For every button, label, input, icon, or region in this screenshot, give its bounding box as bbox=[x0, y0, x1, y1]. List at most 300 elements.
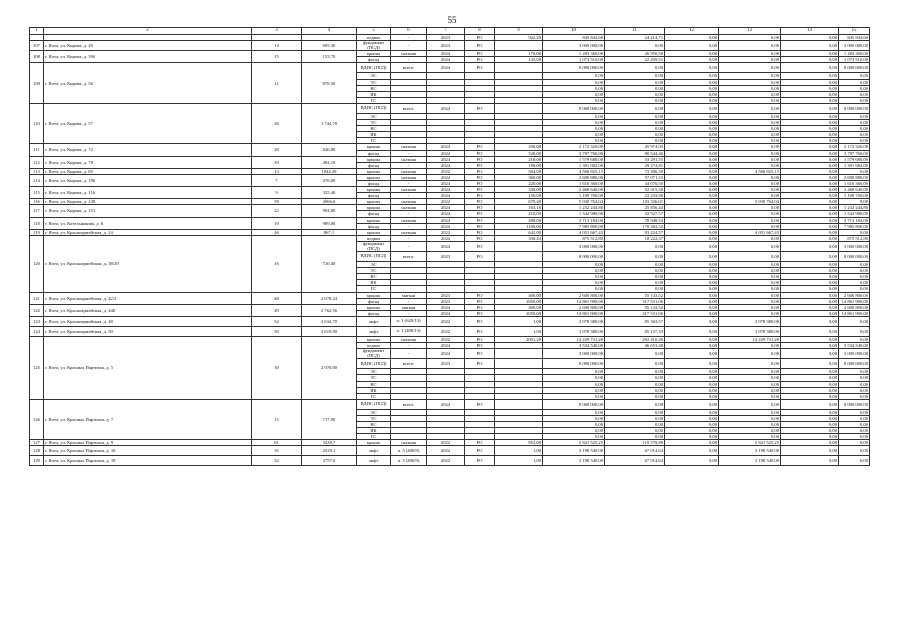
cell-value: 0,00 bbox=[543, 381, 605, 387]
cell-value: 2 690 880,00 bbox=[839, 174, 870, 180]
cell-value: 0,00 bbox=[839, 415, 870, 421]
cell-value: РО bbox=[465, 310, 495, 316]
row-number: 127 bbox=[30, 440, 44, 446]
cell-value: 3 000 000,00 bbox=[839, 241, 870, 251]
cell-value: РО bbox=[465, 298, 495, 304]
cell-value: 0,00 bbox=[665, 126, 719, 132]
table-row bbox=[30, 446, 870, 456]
cell-value: 0,00 bbox=[665, 211, 719, 217]
work-type: крыша bbox=[357, 187, 391, 193]
cell-value: РО bbox=[465, 359, 495, 369]
cell-value: 2024 bbox=[427, 174, 465, 180]
column-number-row bbox=[30, 28, 870, 35]
cell-value: 67 014,64 bbox=[605, 456, 665, 466]
work-type: фасад bbox=[357, 180, 391, 186]
work-subtype: п. 3 (400/9) bbox=[391, 456, 427, 466]
cell-value: 0,00 bbox=[781, 138, 839, 144]
cell-value: 0,00 bbox=[665, 174, 719, 180]
work-subtype: скатная bbox=[391, 187, 427, 193]
cell-value: 0,00 bbox=[665, 156, 719, 162]
cell-value: 0,00 bbox=[665, 162, 719, 168]
row-number: 124 bbox=[30, 326, 44, 336]
cell-value: 2024 bbox=[427, 162, 465, 168]
work-type: ВС bbox=[357, 126, 391, 132]
building-area: 2 678,24 bbox=[302, 292, 357, 304]
cell-value: 0,00 bbox=[665, 274, 719, 280]
building-area: 2 762,56 bbox=[302, 304, 357, 316]
cell-value: 3 568 825,15 bbox=[543, 168, 605, 174]
cell-value: 0,00 bbox=[719, 375, 781, 381]
building-area: 2 634,70 bbox=[302, 316, 357, 326]
cell-value: 0,00 bbox=[719, 113, 781, 119]
cell-value: 0,00 bbox=[605, 349, 665, 359]
cell-value: 2024 bbox=[427, 144, 465, 150]
cell-value: 0,00 bbox=[781, 336, 839, 342]
cell-value: 0,00 bbox=[665, 298, 719, 304]
work-type: ВК bbox=[357, 280, 391, 286]
apartment-count: 9 bbox=[252, 187, 302, 199]
cell-value: 0,00 bbox=[719, 415, 781, 421]
column-number: 10 bbox=[543, 28, 605, 35]
cell-value: 0,00 bbox=[719, 57, 781, 63]
work-subtype: - bbox=[391, 223, 427, 229]
cell-value: 150,00 bbox=[495, 193, 543, 199]
cell-value: 0,00 bbox=[719, 280, 781, 286]
cell-value: 0,00 bbox=[839, 440, 870, 446]
cell-value: 0,00 bbox=[781, 298, 839, 304]
work-subtype: - bbox=[391, 57, 427, 63]
building-address: г. Ялта, ул. Кирова, д. 151 bbox=[44, 205, 252, 217]
work-type: крыша bbox=[357, 229, 391, 235]
work-type: крыша bbox=[357, 199, 391, 205]
cell-value: 1 542 980,00 bbox=[839, 211, 870, 217]
building-address: г. Ялта, ул. Красных Партизан, д. 7 bbox=[44, 399, 252, 439]
cell-value: 0,00 bbox=[839, 268, 870, 274]
cell-value: 2 468 640,00 bbox=[543, 187, 605, 193]
apartment-count: 16 bbox=[252, 235, 302, 292]
cell-value: 0,00 bbox=[605, 73, 665, 79]
cell-value: 504,00 bbox=[495, 168, 543, 174]
work-type: ВС bbox=[357, 421, 391, 427]
row-number: 116 bbox=[30, 199, 44, 205]
cell-value: 2 172 320,00 bbox=[543, 144, 605, 150]
cell-value bbox=[495, 63, 543, 73]
work-type: ВС bbox=[357, 85, 391, 91]
cell-value: 0,00 bbox=[665, 415, 719, 421]
cell-value: РО bbox=[465, 440, 495, 446]
work-type: ТС bbox=[357, 268, 391, 274]
building-address: г. Ялта, ул. Кирова, д. 57 bbox=[44, 103, 252, 143]
cell-value: 0,00 bbox=[665, 85, 719, 91]
cell-value: 0,00 bbox=[543, 268, 605, 274]
cell-value: 0,00 bbox=[719, 187, 781, 193]
cell-value: 3 534 540,00 bbox=[839, 343, 870, 349]
building-address: г. Ялта, ул. Красноармейская, д. 50 bbox=[44, 326, 252, 336]
building-area: 994,80 bbox=[302, 205, 357, 217]
cell-value: 0,00 bbox=[719, 399, 781, 409]
work-type: ТС bbox=[357, 375, 391, 381]
cell-value: 0,00 bbox=[665, 262, 719, 268]
work-type: ВС bbox=[357, 274, 391, 280]
apartment-count: 30 bbox=[252, 336, 302, 399]
cell-value: 0,00 bbox=[665, 336, 719, 342]
cell-value: 0,00 bbox=[839, 132, 870, 138]
cell-value: 0,00 bbox=[719, 174, 781, 180]
cell-value: 14 861 900,00 bbox=[839, 298, 870, 304]
cell-value: 0,00 bbox=[781, 446, 839, 456]
cell-value: 46 653,48 bbox=[605, 343, 665, 349]
cell-value: 0,00 bbox=[839, 97, 870, 103]
cell-value: 0,00 bbox=[839, 262, 870, 268]
cell-value: 0,00 bbox=[543, 97, 605, 103]
page-number: 55 bbox=[447, 15, 457, 25]
cell-value: 0,00 bbox=[719, 292, 781, 298]
cell-value: 0,00 bbox=[665, 316, 719, 326]
work-type: ТС bbox=[357, 79, 391, 85]
apartment-count: 49 bbox=[252, 304, 302, 316]
cell-value: 0,00 bbox=[605, 120, 665, 126]
cell-value: 0,00 bbox=[719, 132, 781, 138]
cell-value: 0,00 bbox=[605, 252, 665, 262]
cell-value: 163,10 bbox=[495, 205, 543, 211]
cell-value: 0,00 bbox=[781, 156, 839, 162]
column-number: 15 bbox=[839, 28, 870, 35]
cell-value: 2022 bbox=[427, 440, 465, 446]
cell-value: 1 232 244,80 bbox=[839, 205, 870, 211]
cell-value: 0,00 bbox=[665, 326, 719, 336]
row-number: 117 bbox=[30, 205, 44, 217]
building-area: 2757,6 bbox=[302, 456, 357, 466]
cell-value: 0,00 bbox=[781, 387, 839, 393]
work-subtype: - bbox=[391, 211, 427, 217]
building-area: 989,00 bbox=[302, 217, 357, 229]
cell-value: 0,00 bbox=[665, 217, 719, 223]
cell-value: 0,00 bbox=[543, 393, 605, 399]
cell-value: 0,00 bbox=[781, 343, 839, 349]
cell-value: 0,00 bbox=[781, 316, 839, 326]
cell-value: РО bbox=[465, 35, 495, 41]
cell-value: 0,00 bbox=[605, 381, 665, 387]
cell-value: 0,00 bbox=[719, 162, 781, 168]
apartment-count: 32 bbox=[252, 456, 302, 466]
work-type: фасад bbox=[357, 193, 391, 199]
cell-value: 1,00 bbox=[495, 326, 543, 336]
work-subtype: скатная bbox=[391, 174, 427, 180]
cell-value: 2023 bbox=[427, 35, 465, 41]
cell-value: 2050,00 bbox=[495, 298, 543, 304]
cell-value: 0,00 bbox=[605, 393, 665, 399]
cell-value: 170,00 bbox=[495, 51, 543, 57]
cell-value: 14 861 900,00 bbox=[543, 298, 605, 304]
cell-value: РО bbox=[465, 456, 495, 466]
cell-value: 0,00 bbox=[665, 421, 719, 427]
cell-value: 143,00 bbox=[495, 57, 543, 63]
apartment-count: 52 bbox=[252, 316, 302, 326]
cell-value: 0,00 bbox=[543, 113, 605, 119]
cell-value: 8 000 000,00 bbox=[543, 63, 605, 73]
cell-value: РО bbox=[465, 336, 495, 342]
cell-value: 8 000 000,00 bbox=[839, 399, 870, 409]
cell-value: 0,00 bbox=[543, 126, 605, 132]
column-number: 6 bbox=[391, 28, 427, 35]
cell-value: 0,00 bbox=[665, 138, 719, 144]
cell-value: РО bbox=[465, 241, 495, 251]
building-area: 325,40 bbox=[302, 187, 357, 199]
cell-value: 0,00 bbox=[605, 41, 665, 51]
table-row bbox=[30, 316, 870, 326]
apartment-count: 59 bbox=[252, 199, 302, 205]
cell-value: 0,00 bbox=[605, 369, 665, 375]
building-area: 2 970,00 bbox=[302, 336, 357, 399]
cell-value: 3 978 380,00 bbox=[543, 326, 605, 336]
cell-value: 0,00 bbox=[719, 41, 781, 51]
cell-value: 2 172 320,00 bbox=[839, 144, 870, 150]
apartment-count: 20 bbox=[252, 144, 302, 156]
cell-value: 0,00 bbox=[665, 35, 719, 41]
work-type: крыша bbox=[357, 217, 391, 223]
cell-value: 0,00 bbox=[665, 144, 719, 150]
cell-value: 2024 bbox=[427, 235, 465, 241]
work-type: крыша bbox=[357, 205, 391, 211]
cell-value: 0,00 bbox=[665, 428, 719, 434]
cell-value: 0,00 bbox=[781, 440, 839, 446]
cell-value: 0,00 bbox=[781, 393, 839, 399]
cell-value: 3 978 380,00 bbox=[543, 316, 605, 326]
work-type: крыша bbox=[357, 440, 391, 446]
column-number: 1 bbox=[30, 28, 44, 35]
cell-value: 0,00 bbox=[719, 274, 781, 280]
cell-value: 0,00 bbox=[781, 150, 839, 156]
cell-value: 8 000 000,00 bbox=[543, 399, 605, 409]
cell-value: 0,00 bbox=[605, 138, 665, 144]
cell-value bbox=[495, 41, 543, 51]
work-type: ТС bbox=[357, 415, 391, 421]
cell-value: 0,00 bbox=[781, 162, 839, 168]
work-type: ВК bbox=[357, 132, 391, 138]
cell-value: 0,00 bbox=[839, 229, 870, 235]
cell-value: 0,00 bbox=[543, 91, 605, 97]
row-number: 114 bbox=[30, 174, 44, 186]
cell-value: 2023 bbox=[427, 41, 465, 51]
cell-value: 0,00 bbox=[719, 409, 781, 415]
cell-value: 0,00 bbox=[665, 343, 719, 349]
column-number: 9 bbox=[495, 28, 543, 35]
cell-value: 0,00 bbox=[665, 310, 719, 316]
cell-value: 922,20 bbox=[495, 35, 543, 41]
cell-value: 85 363,57 bbox=[605, 316, 665, 326]
cell-value: 0,00 bbox=[781, 415, 839, 421]
cell-value: 5 030 764,04 bbox=[719, 199, 781, 205]
cell-value: 0,00 bbox=[839, 446, 870, 456]
cell-value: 0,00 bbox=[719, 180, 781, 186]
cell-value: 0,00 bbox=[781, 97, 839, 103]
work-type: ГС bbox=[357, 434, 391, 440]
work-type: крыша bbox=[357, 156, 391, 162]
cell-value: 0,00 bbox=[665, 229, 719, 235]
cell-value: 0,00 bbox=[781, 103, 839, 113]
cell-value: 0,00 bbox=[605, 359, 665, 369]
work-subtype: - bbox=[391, 235, 427, 241]
cell-value: 0,00 bbox=[719, 79, 781, 85]
cell-value: 18 222,37 bbox=[605, 235, 665, 241]
apartment-count: 22 bbox=[252, 205, 302, 217]
cell-value: 0,00 bbox=[719, 241, 781, 251]
cell-value: 8 000 000,00 bbox=[543, 359, 605, 369]
building-area: 494,10 bbox=[302, 156, 357, 168]
cell-value: 55 143,52 bbox=[605, 304, 665, 310]
cell-value: РО bbox=[465, 103, 495, 113]
cell-value: 0,00 bbox=[781, 310, 839, 316]
cell-value: 0,00 bbox=[719, 235, 781, 241]
work-subtype: - bbox=[391, 41, 427, 51]
row-number: 110 bbox=[30, 103, 44, 143]
cell-value: 2024 bbox=[427, 156, 465, 162]
cell-value: 0,00 bbox=[665, 375, 719, 381]
row-number: 112 bbox=[30, 156, 44, 168]
cell-value: 1 073 510,00 bbox=[543, 57, 605, 63]
work-type: крыша bbox=[357, 174, 391, 180]
cell-value: 3 000 000,00 bbox=[543, 241, 605, 251]
work-type: ГС bbox=[357, 138, 391, 144]
cell-value: 2024 bbox=[427, 103, 465, 113]
cell-value: РО bbox=[465, 144, 495, 150]
work-subtype: скатная bbox=[391, 217, 427, 223]
cell-value: 0,00 bbox=[839, 456, 870, 466]
cell-value: 0,00 bbox=[665, 205, 719, 211]
building-area: 626,80 bbox=[302, 144, 357, 156]
cell-value: 2 600 800,00 bbox=[839, 292, 870, 298]
column-number: 7 bbox=[427, 28, 465, 35]
cell-value: 0,00 bbox=[781, 262, 839, 268]
cell-value: 0,00 bbox=[665, 286, 719, 292]
row-number: 120 bbox=[30, 235, 44, 292]
apartment-count: 26 bbox=[252, 229, 302, 235]
row-number: 123 bbox=[30, 316, 44, 326]
cell-value: 0,00 bbox=[665, 150, 719, 156]
cell-value: 0,00 bbox=[719, 85, 781, 91]
building-address: г. Ялта, ул. Красноармейская, д. 24 bbox=[44, 229, 252, 235]
cell-value: 3 198 540,00 bbox=[543, 456, 605, 466]
cell-value: 210,00 bbox=[495, 211, 543, 217]
building-address: г. Ялта, ул. Кирова, д. 85 bbox=[44, 168, 252, 174]
cell-value: 2024 bbox=[427, 310, 465, 316]
work-subtype: скатная bbox=[391, 336, 427, 342]
work-subtype: п. 1 (400/13) bbox=[391, 326, 427, 336]
table-row bbox=[30, 326, 870, 336]
cell-value: 8 000 000,00 bbox=[543, 252, 605, 262]
work-subtype: п. 1 (620/13) bbox=[391, 316, 427, 326]
building-area: 2066,6 bbox=[302, 199, 357, 205]
cell-value: РО bbox=[465, 292, 495, 298]
cell-value: 0,00 bbox=[719, 193, 781, 199]
cell-value: 2 690 880,00 bbox=[543, 174, 605, 180]
cell-value: 23 233,98 bbox=[605, 193, 665, 199]
cell-value: 1100,00 bbox=[495, 223, 543, 229]
work-type: ТС bbox=[357, 120, 391, 126]
work-type: ГС bbox=[357, 97, 391, 103]
cell-value: 0,00 bbox=[665, 399, 719, 409]
cell-value: 0,00 bbox=[781, 217, 839, 223]
cell-value: 0,00 bbox=[781, 174, 839, 180]
cell-value: 2024 bbox=[427, 63, 465, 73]
column-number: 14 bbox=[781, 28, 839, 35]
building-address: г. Ялта, ул. Красноармейская, д. 48 bbox=[44, 316, 252, 326]
cell-value: 33 291,55 bbox=[605, 156, 665, 162]
cell-value: 0,00 bbox=[605, 421, 665, 427]
cell-value: 7 985 800,00 bbox=[543, 223, 605, 229]
work-subtype: всего: bbox=[391, 359, 427, 369]
cell-value: 2022 bbox=[427, 446, 465, 456]
cell-value: 0,00 bbox=[781, 229, 839, 235]
cell-value: 24 214,71 bbox=[605, 35, 665, 41]
work-type: ВК bbox=[357, 428, 391, 434]
cell-value: 3 787 760,00 bbox=[543, 150, 605, 156]
cell-value: 0,00 bbox=[665, 381, 719, 387]
cell-value: 0,00 bbox=[781, 369, 839, 375]
cell-value: РО bbox=[465, 150, 495, 156]
building-address: г. Ялта, ул. Котельникова, д. 6 bbox=[44, 217, 252, 229]
cell-value: 2022 bbox=[427, 456, 465, 466]
cell-value: 0,00 bbox=[665, 456, 719, 466]
cell-value: 2024 bbox=[427, 223, 465, 229]
cell-value: 400,00 bbox=[495, 292, 543, 298]
cell-value: 0,00 bbox=[605, 91, 665, 97]
cell-value: 119 578,89 bbox=[605, 440, 665, 446]
cell-value: 292 410,46 bbox=[605, 336, 665, 342]
building-address: г. Ялта, ул. Кирова, д. 116 bbox=[44, 187, 252, 199]
work-subtype: скатная bbox=[391, 144, 427, 150]
cell-value bbox=[495, 103, 543, 113]
work-type: ВДИС (ПСД) bbox=[357, 63, 391, 73]
cell-value: 55 143,52 bbox=[605, 292, 665, 298]
cell-value: 0,00 bbox=[719, 120, 781, 126]
work-type: ВДИС (ПСД) bbox=[357, 399, 391, 409]
row-number: 118 bbox=[30, 217, 44, 229]
building-area: 695,30 bbox=[302, 41, 357, 51]
cell-value: 498,00 bbox=[495, 217, 543, 223]
work-subtype: всего: bbox=[391, 63, 427, 73]
cell-value: 852,00 bbox=[495, 440, 543, 446]
cell-value: 0,00 bbox=[719, 434, 781, 440]
cell-value: 3 000 000,00 bbox=[839, 41, 870, 51]
cell-value: 0,00 bbox=[719, 211, 781, 217]
table-row bbox=[30, 63, 870, 73]
cell-value: 220,00 bbox=[495, 180, 543, 186]
cell-value: 2 600 800,00 bbox=[543, 304, 605, 310]
cell-value: 0,00 bbox=[839, 428, 870, 434]
cell-value: 5 030 764,04 bbox=[543, 199, 605, 205]
cell-value: 0,00 bbox=[665, 280, 719, 286]
cell-value: 0,00 bbox=[781, 79, 839, 85]
cell-value: РО bbox=[465, 229, 495, 235]
work-subtype: - bbox=[391, 150, 427, 156]
cell-value: 0,00 bbox=[781, 286, 839, 292]
cell-value: 400,00 bbox=[495, 304, 543, 310]
cell-value: 0,00 bbox=[605, 428, 665, 434]
cell-value: 0,00 bbox=[781, 205, 839, 211]
cell-value: 4 051 667,43 bbox=[543, 229, 605, 235]
cell-value: 0,00 bbox=[719, 217, 781, 223]
cell-value: 0,00 bbox=[665, 235, 719, 241]
cell-value: 0,00 bbox=[781, 409, 839, 415]
cell-value: 103 336,01 bbox=[605, 199, 665, 205]
cell-value: 0,00 bbox=[719, 381, 781, 387]
work-type: крыша bbox=[357, 292, 391, 298]
cell-value: 0,00 bbox=[781, 193, 839, 199]
cell-value: 2024 bbox=[427, 180, 465, 186]
cell-value: 0,00 bbox=[665, 440, 719, 446]
apartment-count: 7 bbox=[252, 174, 302, 186]
